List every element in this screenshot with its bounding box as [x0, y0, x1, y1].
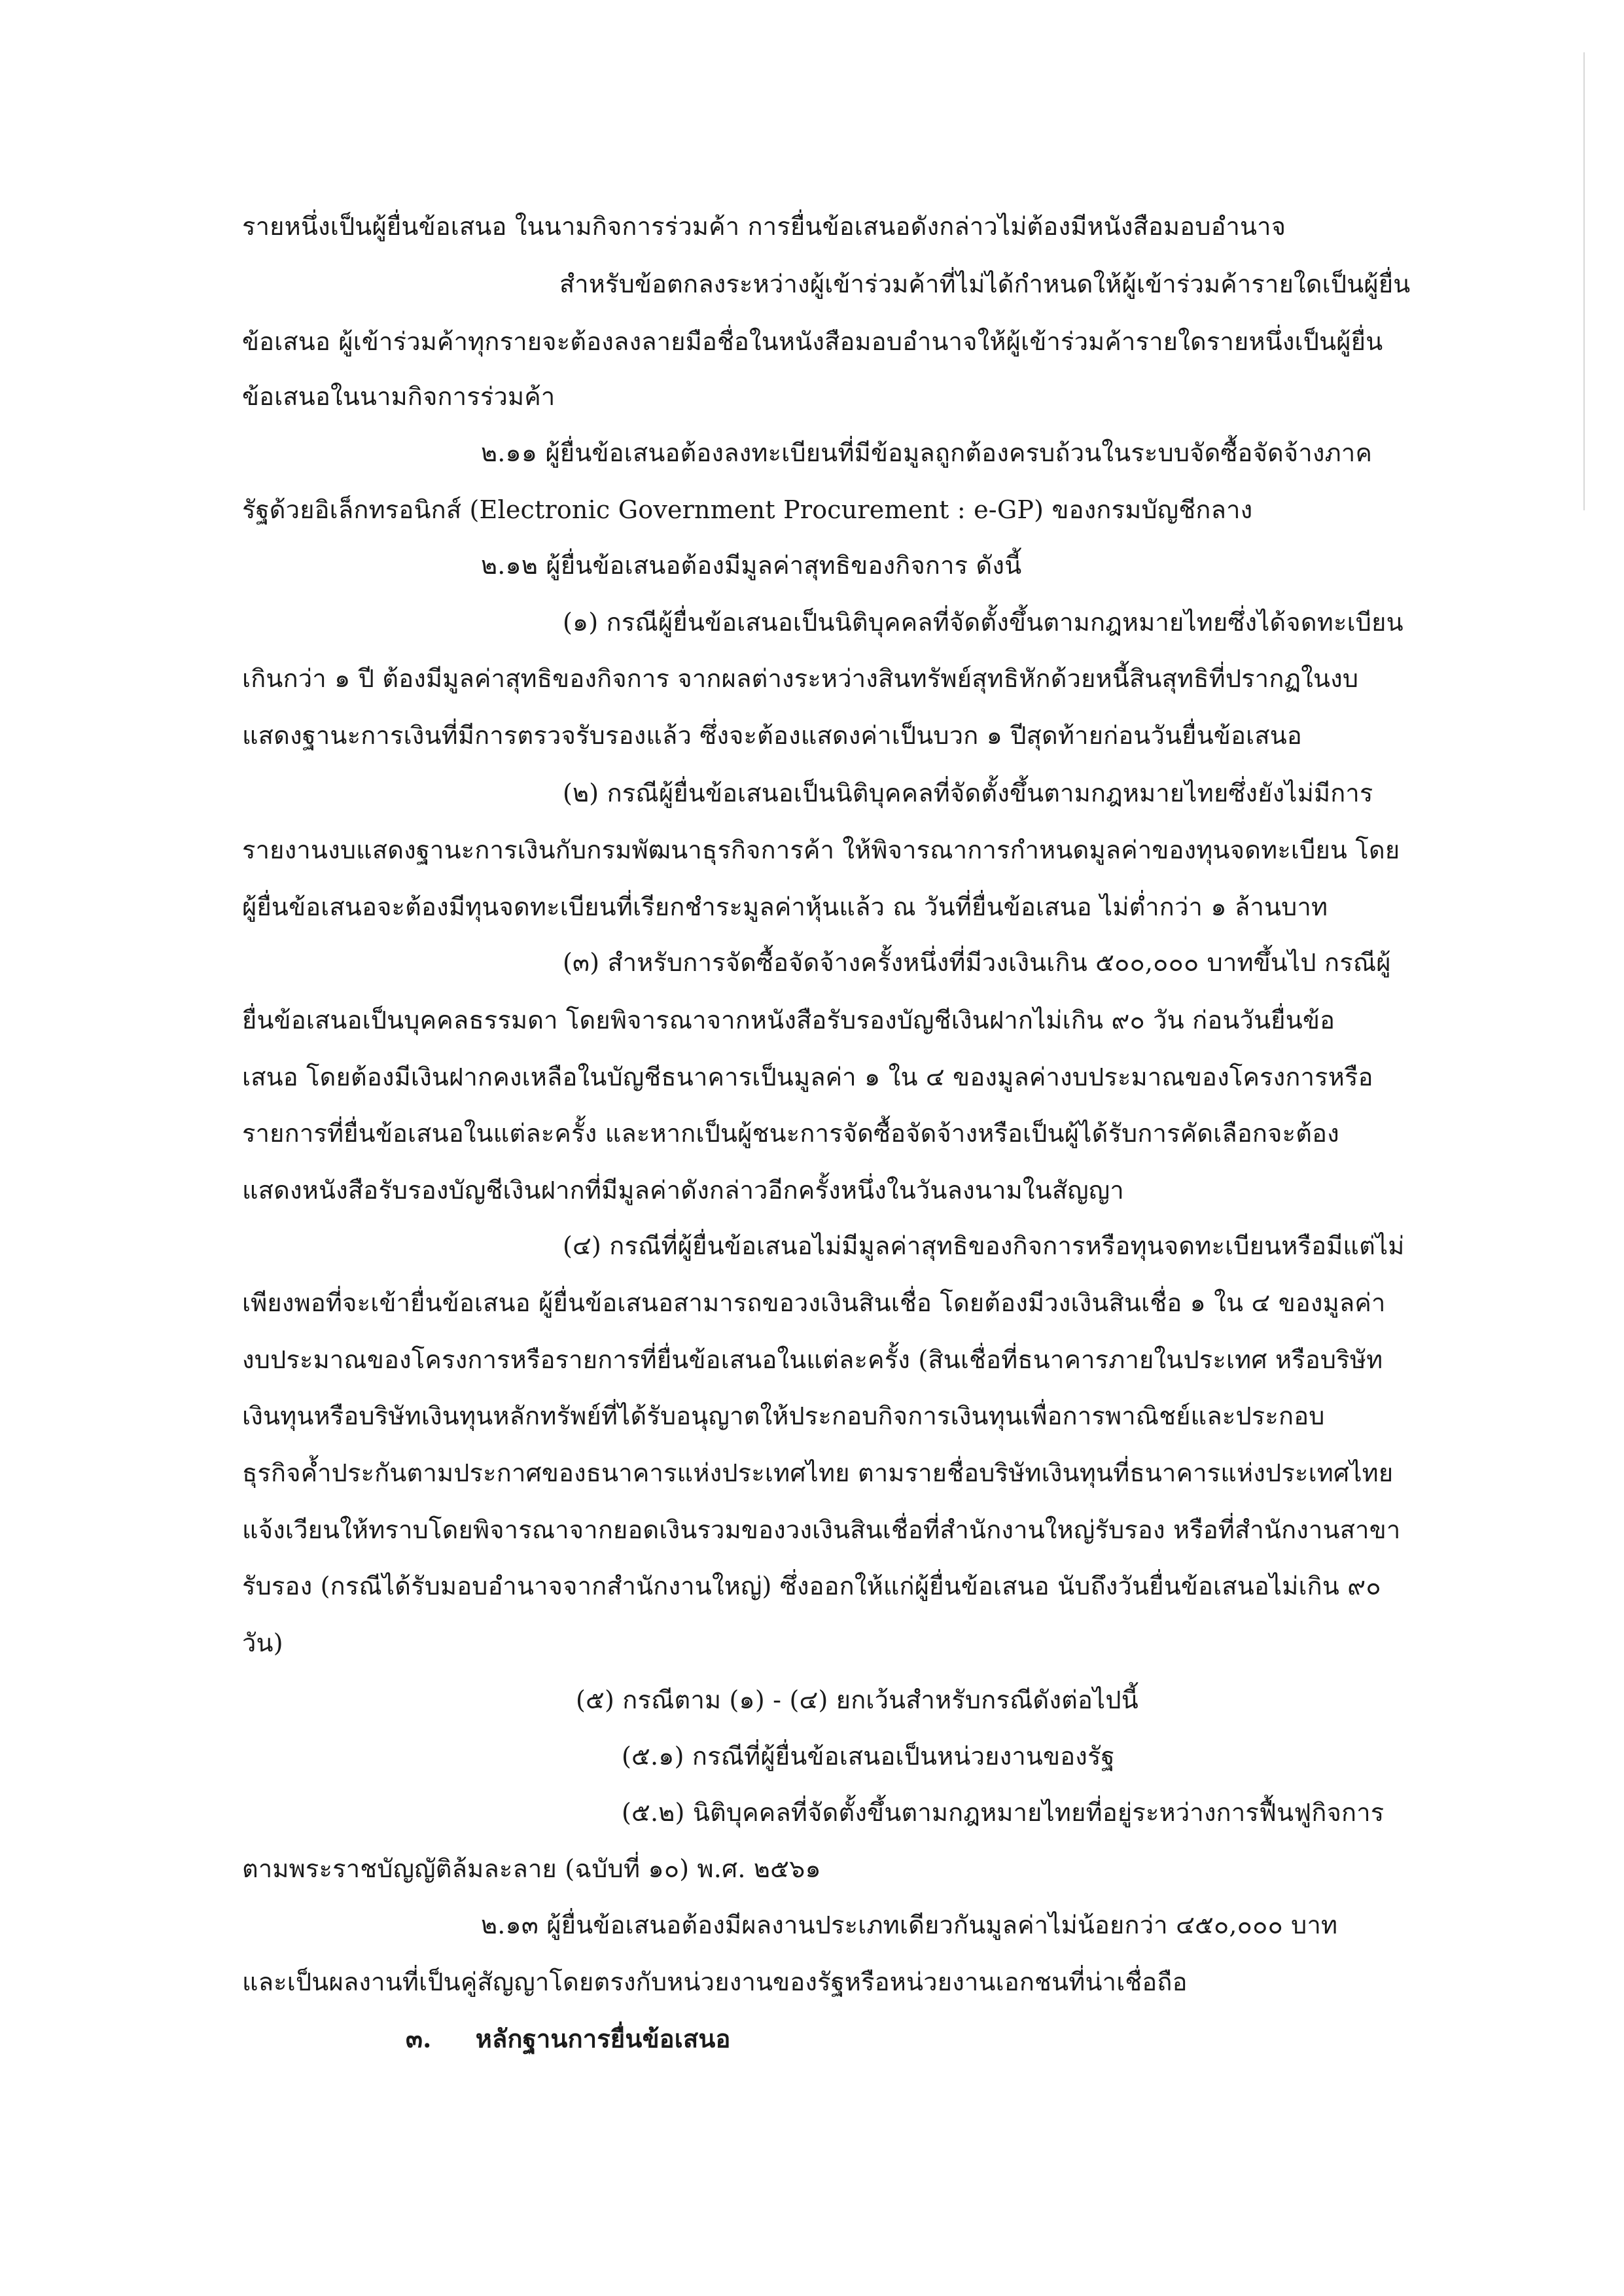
- paragraph-line: แจ้งเวียนให้ทราบโดยพิจารณาจากยอดเงินรวมของวงเงินสินเชื่อที่สำนักงานใหญ่รับรอง หรือที่สำนักงานสาขา: [242, 1515, 1401, 1544]
- paragraph-line: ธุรกิจค้ำประกันตามประกาศของธนาคารแห่งประเทศไทย ตามรายชื่อบริษัทเงินทุนที่ธนาคารแห่งประเทศไทย: [242, 1458, 1394, 1487]
- item-5-1: (๕.๑) กรณีที่ผู้ยื่นข้อเสนอเป็นหน่วยงานของรัฐ: [622, 1742, 1115, 1771]
- paragraph-line: เสนอ โดยต้องมีเงินฝากคงเหลือในบัญชีธนาคารเป็นมูลค่า ๑ ใน ๔ ของมูลค่างบประมาณของโครงการหรือ: [242, 1063, 1373, 1091]
- paragraph-line: ตามพระราชบัญญัติล้มละลาย (ฉบับที่ ๑๐) พ.ศ. ๒๕๖๑: [242, 1854, 821, 1883]
- paragraph-line: งบประมาณของโครงการหรือรายการที่ยื่นข้อเสนอในแต่ละครั้ง (สินเชื่อที่ธนาคารภายในประเทศ หรือบริษัท: [242, 1345, 1383, 1374]
- paragraph-line: สำหรับข้อตกลงระหว่างผู้เข้าร่วมค้าที่ไม่ได้กำหนดให้ผู้เข้าร่วมค้ารายใดเป็นผู้ยื่น: [559, 270, 1411, 298]
- section-heading-3: ๓. หลักฐานการยื่นข้อเสนอ: [406, 2024, 731, 2053]
- paragraph-line: ยื่นข้อเสนอเป็นบุคคลธรรมดา โดยพิจารณาจากหนังสือรับรองบัญชีเงินฝากไม่เกิน ๙๐ วัน ก่อนวันยื่นข้อ: [242, 1006, 1335, 1034]
- margin-scan-mark: [1583, 52, 1585, 510]
- paragraph-line: และเป็นผลงานที่เป็นคู่สัญญาโดยตรงกับหน่วยงานของรัฐหรือหน่วยงานเอกชนที่น่าเชื่อถือ: [242, 1968, 1188, 1996]
- paragraph-line: ข้อเสนอ ผู้เข้าร่วมค้าทุกรายจะต้องลงลายมือชื่อในหนังสือมอบอำนาจให้ผู้เข้าร่วมค้ารายใดรายหนึ่งเป็นผู้ยื่น: [242, 327, 1383, 356]
- paragraph-line: ข้อเสนอในนามกิจการร่วมค้า: [242, 382, 556, 411]
- item-5: (๕) กรณีตาม (๑) - (๔) ยกเว้นสำหรับกรณีดังต่อไปนี้: [576, 1686, 1139, 1714]
- paragraph-line: รับรอง (กรณีได้รับมอบอำนาจจากสำนักงานใหญ่) ซึ่งออกให้แก่ผู้ยื่นข้อเสนอ นับถึงวันยื่นข้อเสนอไม่เกิน ๙๐: [242, 1572, 1381, 1600]
- paragraph-line: รายงานงบแสดงฐานะการเงินกับกรมพัฒนาธุรกิจการค้า ให้พิจารณาการกำหนดมูลค่าของทุนจดทะเบียน โดย: [242, 836, 1400, 864]
- paragraph-line: รายหนึ่งเป็นผู้ยื่นข้อเสนอ ในนามกิจการร่วมค้า การยื่นข้อเสนอดังกล่าวไม่ต้องมีหนังสือมอบอำนาจ: [242, 212, 1286, 241]
- item-2: (๒) กรณีผู้ยื่นข้อเสนอเป็นนิติบุคคลที่จัดตั้งขึ้นตามกฎหมายไทยซึ่งยังไม่มีการ: [563, 779, 1373, 807]
- section-heading-2-13: ๒.๑๓ ผู้ยื่นข้อเสนอต้องมีผลงานประเภทเดียวกันมูลค่าไม่น้อยกว่า ๔๕๐,๐๐๐ บาท: [481, 1911, 1338, 1939]
- paragraph-line: เกินกว่า ๑ ปี ต้องมีมูลค่าสุทธิของกิจการ จากผลต่างระหว่างสินทรัพย์สุทธิหักด้วยหนี้สินสุทธิที่ปรากฏในงบ: [242, 664, 1359, 693]
- paragraph-line: เงินทุนหรือบริษัทเงินทุนหลักทรัพย์ที่ได้รับอนุญาตให้ประกอบกิจการเงินทุนเพื่อการพาณิชย์และประกอบ: [242, 1402, 1325, 1430]
- item-5-2: (๕.๒) นิติบุคคลที่จัดตั้งขึ้นตามกฎหมายไทยที่อยู่ระหว่างการฟื้นฟูกิจการ: [622, 1798, 1385, 1827]
- section-heading-2-11: ๒.๑๑ ผู้ยื่นข้อเสนอต้องลงทะเบียนที่มีข้อมูลถูกต้องครบถ้วนในระบบจัดซื้อจัดจ้างภาค: [481, 438, 1373, 467]
- paragraph-line: รัฐด้วยอิเล็กทรอนิกส์ (Electronic Government Procurement : e-GP) ของกรมบัญชีกลาง: [242, 495, 1253, 524]
- paragraph-line: เพียงพอที่จะเข้ายื่นข้อเสนอ ผู้ยื่นข้อเสนอสามารถขอวงเงินสินเชื่อ โดยต้องมีวงเงินสินเชื่อ ๑ ใน ๔ ของมูลค่า: [242, 1288, 1386, 1317]
- item-3: (๓) สำหรับการจัดซื้อจัดจ้างครั้งหนึ่งที่มีวงเงินเกิน ๕๐๐,๐๐๐ บาทขึ้นไป กรณีผู้: [563, 948, 1391, 977]
- paragraph-line: แสดงหนังสือรับรองบัญชีเงินฝากที่มีมูลค่าดังกล่าวอีกครั้งหนึ่งในวันลงนามในสัญญา: [242, 1176, 1124, 1205]
- paragraph-line: แสดงฐานะการเงินที่มีการตรวจรับรองแล้ว ซึ่งจะต้องแสดงค่าเป็นบวก ๑ ปีสุดท้ายก่อนวันยื่นข้อเสนอ: [242, 721, 1302, 750]
- item-4: (๔) กรณีที่ผู้ยื่นข้อเสนอไม่มีมูลค่าสุทธิของกิจการหรือทุนจดทะเบียนหรือมีแต่ไม่: [563, 1231, 1405, 1260]
- paragraph-line: รายการที่ยื่นข้อเสนอในแต่ละครั้ง และหากเป็นผู้ชนะการจัดซื้อจัดจ้างหรือเป็นผู้ได้รับการคัดเลือกจะต้อง: [242, 1119, 1339, 1148]
- item-1: (๑) กรณีผู้ยื่นข้อเสนอเป็นนิติบุคคลที่จัดตั้งขึ้นตามกฎหมายไทยซึ่งได้จดทะเบียน: [563, 608, 1403, 637]
- paragraph-line: วัน): [242, 1629, 283, 1657]
- section-heading-2-12: ๒.๑๒ ผู้ยื่นข้อเสนอต้องมีมูลค่าสุทธิของกิจการ ดังนี้: [481, 551, 1022, 580]
- paragraph-line: ผู้ยื่นข้อเสนอจะต้องมีทุนจดทะเบียนที่เรียกชำระมูลค่าหุ้นแล้ว ณ วันที่ยื่นข้อเสนอ ไม่ต่ำกว่า ๑ ล้านบาท: [242, 892, 1328, 921]
